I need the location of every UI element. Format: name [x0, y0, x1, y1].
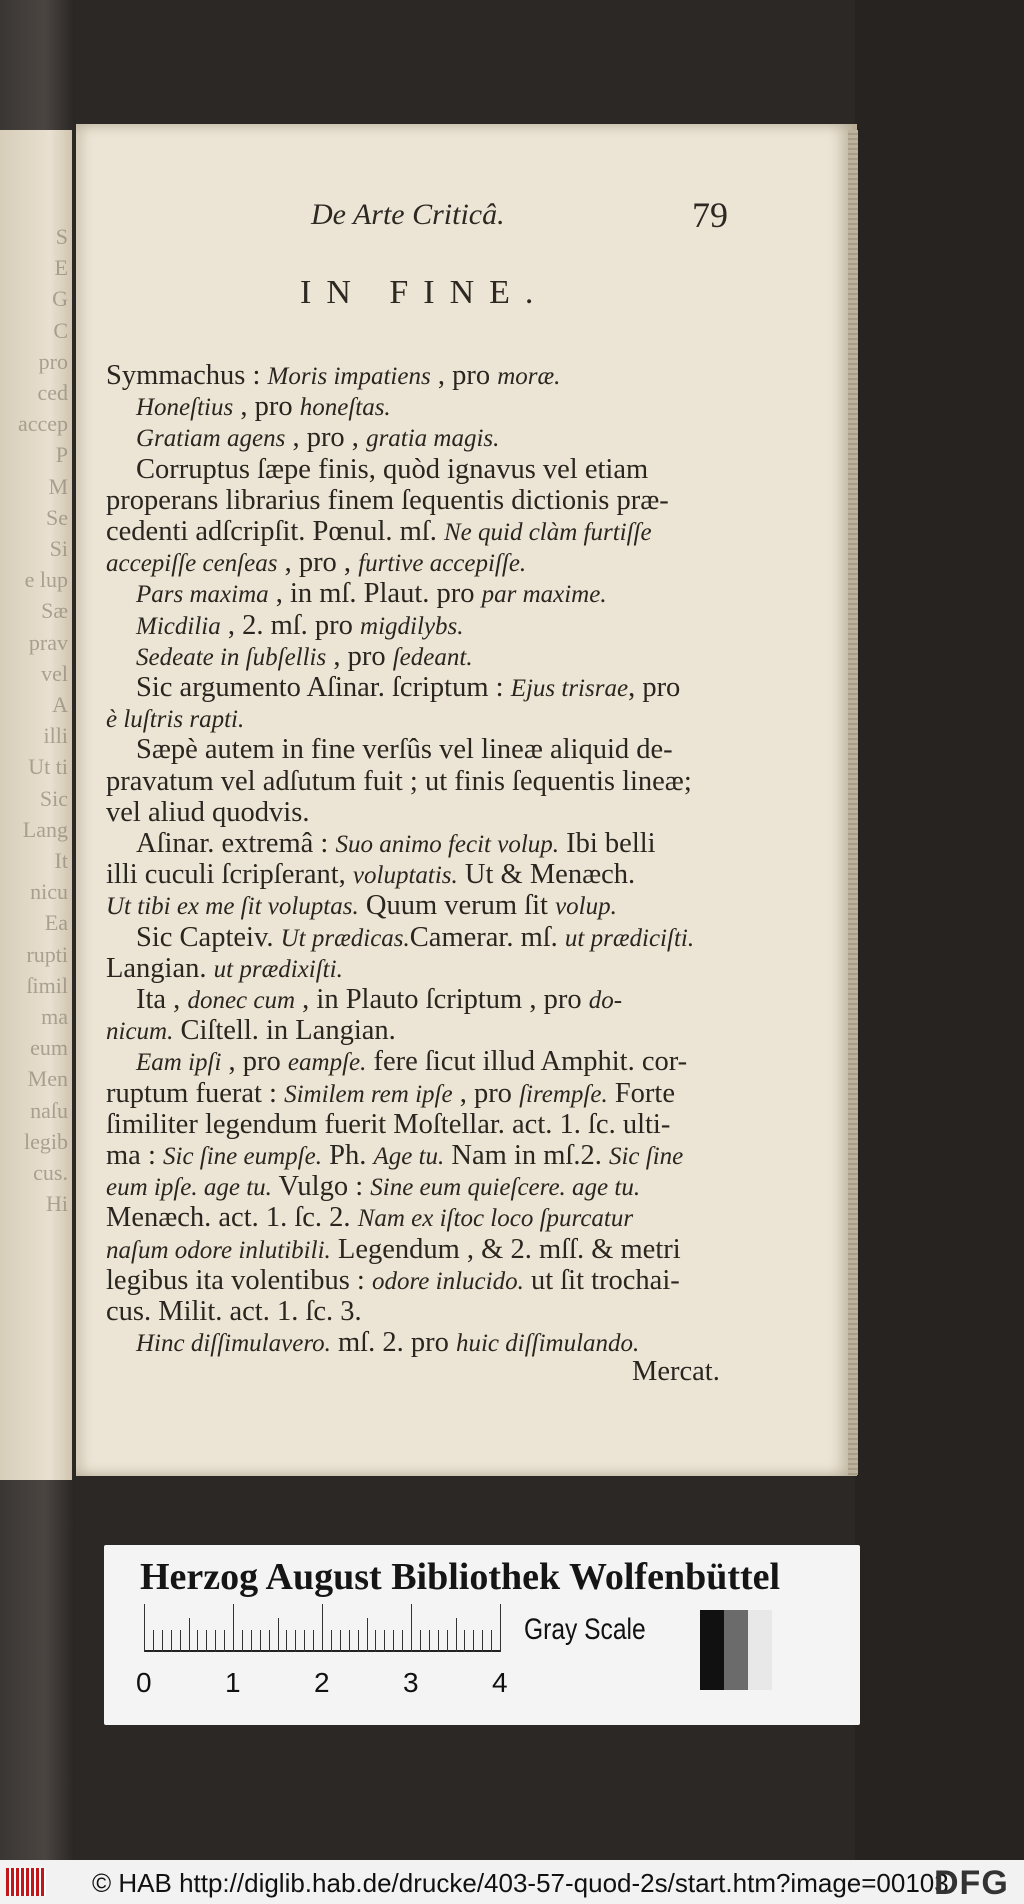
ruler-tick: [322, 1604, 323, 1652]
prev-page-fragment: cus.: [33, 1160, 68, 1185]
ruler-tick: [269, 1630, 270, 1652]
prev-page-fragment: Hi: [46, 1191, 68, 1217]
text-line: Corruptus ſæpe finis, quòd ignavus vel etiam: [136, 453, 649, 485]
ruler-tick: [171, 1630, 172, 1652]
ruler-tick: [456, 1618, 457, 1652]
text-line: è luſtris rapti.: [106, 706, 245, 734]
barcode-icon: [6, 1868, 46, 1896]
ruler-tick: [358, 1630, 359, 1652]
text-line: Pars maxima , in mſ. Plaut. pro par maxime.: [136, 578, 607, 610]
prev-page-fragment: illi: [43, 723, 68, 749]
ruler-tick: [491, 1630, 492, 1652]
prev-page-fragment: ced: [37, 380, 68, 405]
prev-page-fragment: G: [52, 286, 68, 312]
ruler-tick: [215, 1630, 216, 1652]
text-line: ma : Sic ſine eumpſe. Ph. Age tu. Nam in mſ.2. Sic ſine: [106, 1140, 684, 1171]
ruler-tick: [447, 1630, 448, 1652]
text-line: Sic argumento Aſinar. ſcriptum : Ejus trisrae, pro: [136, 672, 681, 703]
text-line: Symmachus : Moris impatiens , pro moræ.: [106, 360, 561, 391]
text-line: accepiſſe cenſeas , pro , furtive accepiſſe.: [106, 547, 527, 579]
text-line: Gratiam agens , pro , gratia magis.: [136, 422, 500, 454]
ruler-number: 3: [403, 1667, 419, 1698]
text-line: Aſinar. extremâ : Suo animo fecit volup. Ibi belli: [136, 828, 656, 859]
text-line: Ita , donec cum , in Plauto ſcriptum , pro do-: [136, 984, 623, 1015]
ruler-tick: [464, 1630, 465, 1652]
ruler-tick: [411, 1604, 412, 1652]
ruler-number: 2: [314, 1667, 330, 1698]
ruler-tick: [260, 1630, 261, 1652]
prev-page-fragment: rupti: [26, 941, 68, 967]
ruler-tick: [420, 1630, 421, 1652]
prev-page-fragment: eum: [30, 1035, 68, 1061]
prev-page-fragment: e lup: [24, 567, 68, 593]
section-heading: IN FINE.: [300, 274, 549, 311]
prev-page-fragment: vel: [41, 660, 68, 686]
ruler-tick: [286, 1630, 287, 1652]
prev-page-fragment: prav: [28, 629, 68, 655]
ruler-tick: [189, 1618, 190, 1652]
running-title: De Arte Criticâ.: [311, 198, 505, 231]
prev-page-fragment: A: [52, 692, 68, 717]
prev-page-fragment: Sæ: [41, 598, 68, 624]
prev-page-fragment: naſu: [30, 1097, 68, 1123]
ruler-tick: [367, 1618, 368, 1652]
text-line: naſum odore inlutibili. Legendum , & 2. mſſ. & metri: [106, 1233, 681, 1265]
ruler-tick: [313, 1630, 314, 1652]
gray-patch: [700, 1610, 724, 1690]
text-line: cedenti adſcripſit. Pœnul. mſ. Ne quid clàm furtiſſe: [106, 516, 652, 547]
text-line: Menæch. act. 1. ſc. 2. Nam ex iſtoc loco ſpurcatur: [106, 1202, 634, 1234]
ruler-tick: [438, 1630, 439, 1652]
dfg-logo: DFG: [934, 1864, 1009, 1902]
prev-page-fragment: M: [48, 473, 68, 499]
ruler-tick: [429, 1630, 430, 1652]
text-line: Langian. ut prædixiſti.: [106, 952, 343, 984]
footer-bar: [0, 1860, 1024, 1904]
ruler-tick: [224, 1630, 225, 1652]
text-line: illi cuculi ſcripſerant, voluptatis. Ut & Menæch.: [106, 859, 636, 891]
text-line: ruptum fuerat : Similem rem ipſe , pro ſirempſe. Forte: [106, 1077, 675, 1109]
ruler-tick: [384, 1630, 385, 1652]
ruler-tick: [242, 1630, 243, 1652]
ruler-tick: [180, 1630, 181, 1652]
ruler-tick: [340, 1630, 341, 1652]
prev-page-fragment: Sic: [39, 785, 68, 811]
ruler-tick: [251, 1630, 252, 1652]
prev-page-fragment: legib: [24, 1128, 68, 1154]
prev-page-fragment: accep: [17, 411, 68, 437]
text-line: pravatum vel adſutum fuit ; ut finis ſequentis lineæ;: [106, 765, 692, 797]
text-line: cus. Milit. act. 1. ſc. 3.: [106, 1296, 362, 1327]
text-line: Sedeate in ſubſellis , pro ſedeant.: [136, 640, 473, 672]
text-line: Ut tibi ex me ſit voluptas. Quum verum ſit volup.: [106, 890, 617, 922]
book-page: [76, 124, 857, 1476]
ruler-tick: [144, 1604, 145, 1652]
page-number: 79: [692, 195, 728, 235]
source-url[interactable]: © HAB http://diglib.hab.de/drucke/403-57-quod-2s/start.htm?image=00103: [92, 1868, 949, 1898]
catchword: Mercat.: [632, 1356, 720, 1388]
ruler-tick: [402, 1630, 403, 1652]
ruler-tick: [500, 1604, 501, 1652]
ruler-number: 1: [225, 1667, 241, 1698]
ruler-tick: [304, 1630, 305, 1652]
text-line: legibus ita volentibus : odore inlucido. ut ſit trochai-: [106, 1264, 680, 1296]
page-edge: [848, 130, 858, 1475]
prev-page-fragment: It: [54, 848, 68, 873]
ruler-tick: [393, 1630, 394, 1652]
prev-page-fragment: Si: [49, 536, 68, 561]
ruler-tick: [278, 1618, 279, 1652]
ruler-tick: [473, 1630, 474, 1652]
ruler-tick: [153, 1630, 154, 1652]
text-line: Micdilia , 2. mſ. pro migdilybs.: [136, 609, 464, 641]
text-line: Honeſtius , pro honeſtas.: [136, 391, 391, 423]
prev-page-fragment: E: [54, 255, 68, 281]
prev-page-fragment: Ut ti: [28, 754, 68, 780]
prev-page-fragment: Ea: [44, 910, 68, 936]
ruler-tick: [375, 1630, 376, 1652]
prev-page-fragment: ma: [41, 1004, 68, 1029]
prev-page-fragment: Lang: [22, 816, 68, 842]
text-line: Eam ipſi , pro eampſe. fere ſicut illud Amphit. cor-: [136, 1046, 688, 1078]
previous-page-edge: [0, 130, 72, 1480]
ruler-number: 4: [492, 1667, 508, 1698]
library-name: Herzog August Bibliothek Wolfenbüttel: [140, 1556, 781, 1598]
ruler-tick: [197, 1630, 198, 1652]
prev-page-fragment: pro: [38, 348, 68, 374]
ruler-tick: [162, 1630, 163, 1652]
text-line: Hinc diſſimulavero. mſ. 2. pro huic diſſimulando.: [136, 1327, 640, 1359]
ruler-tick: [349, 1630, 350, 1652]
prev-page-fragment: ſimil: [26, 972, 68, 998]
gray-scale-label: Gray Scale: [524, 1613, 646, 1646]
text-line: ſimiliter legendum fuerit Moſtellar. act. 1. ſc. ulti-: [106, 1108, 671, 1140]
prev-page-fragment: nicu: [30, 879, 68, 905]
text-line: Sic Capteiv. Ut prædicas.Camerar. mſ. ut prædiciſti.: [136, 921, 695, 953]
gray-patch: [724, 1610, 748, 1690]
color-scale-card: [104, 1545, 860, 1725]
ruler-tick: [482, 1630, 483, 1652]
prev-page-fragment: S: [55, 224, 68, 249]
ruler-tick: [233, 1604, 234, 1652]
ruler-tick: [206, 1630, 207, 1652]
prev-page-fragment: P: [55, 442, 68, 468]
ruler-number: 0: [136, 1667, 152, 1698]
prev-page-fragment: Men: [27, 1066, 68, 1092]
text-line: properans librarius finem ſequentis dictionis præ-: [106, 484, 669, 516]
prev-page-fragment: C: [53, 317, 68, 343]
background-right: [855, 0, 1024, 1860]
text-line: vel aliud quodvis.: [106, 796, 310, 828]
text-line: nicum. Ciſtell. in Langian.: [106, 1015, 396, 1047]
ruler-tick: [331, 1630, 332, 1652]
ruler-tick: [295, 1630, 296, 1652]
text-line: Sæpè autem in fine verſûs vel lineæ aliquid de-: [136, 734, 673, 766]
prev-page-fragment: Se: [46, 504, 68, 530]
text-line: eum ipſe. age tu. Vulgo : Sine eum quieſcere. age tu.: [106, 1171, 641, 1203]
gray-patch: [748, 1610, 772, 1690]
